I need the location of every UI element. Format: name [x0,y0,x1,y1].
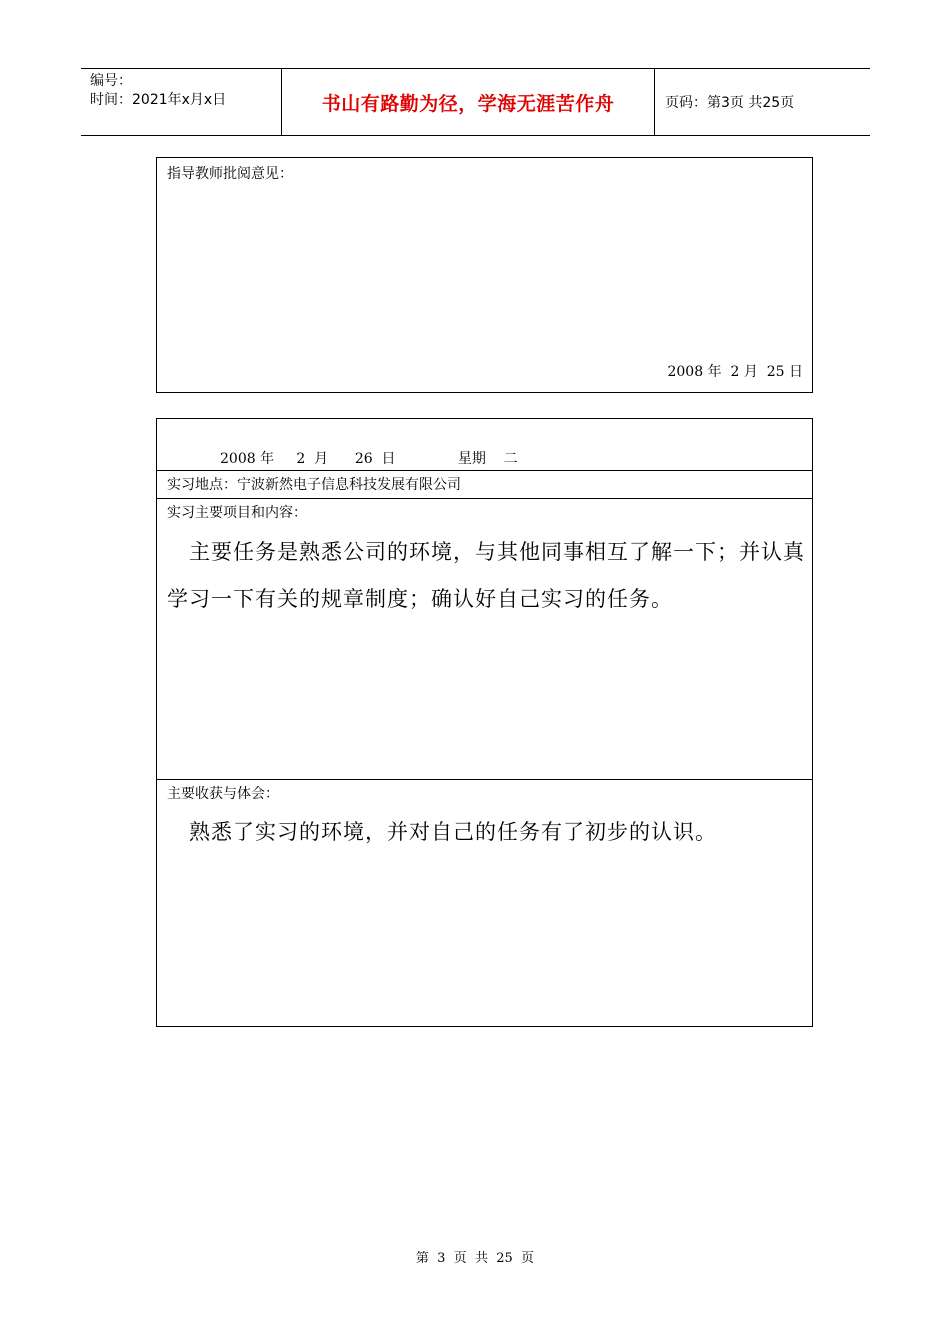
log-content-label: 实习主要项目和内容： [167,505,307,521]
document-number-label: 编号： [90,73,132,89]
log-date: 2008 年 2 月 26 日 星期 二 [220,451,518,467]
header-page-info: 页码：第3页 共25页 [665,95,795,111]
teacher-comment-box [156,157,813,393]
header-motto: 书山有路勤为径，学海无涯苦作舟 [282,69,655,135]
log-gain-row [157,780,812,1026]
daily-log-table [156,418,813,1027]
log-content-row [157,499,812,780]
log-content-text: 主要任务是熟悉公司的环境，与其他同事相互了解一下；并认真学习一下有关的规章制度；确认好自己实习的任务。 [167,540,805,611]
log-location-row [157,471,812,499]
log-date-row [157,419,812,471]
document-time-label: 时间：2021年x月x日 [90,92,227,108]
teacher-comment-date: 2008 年 2 月 25 日 [667,364,803,380]
page-header [81,68,870,136]
log-location: 实习地点：宁波新然电子信息科技发展有限公司 [167,477,461,493]
teacher-comment-label: 指导教师批阅意见： [167,166,293,182]
page-footer: 第 3 页 共 25 页 [415,1251,535,1266]
header-meta [81,69,282,135]
log-gain-label: 主要收获与体会： [167,786,279,802]
log-gain-text: 熟悉了实习的环境，并对自己的任务有了初步的认识。 [167,820,717,844]
